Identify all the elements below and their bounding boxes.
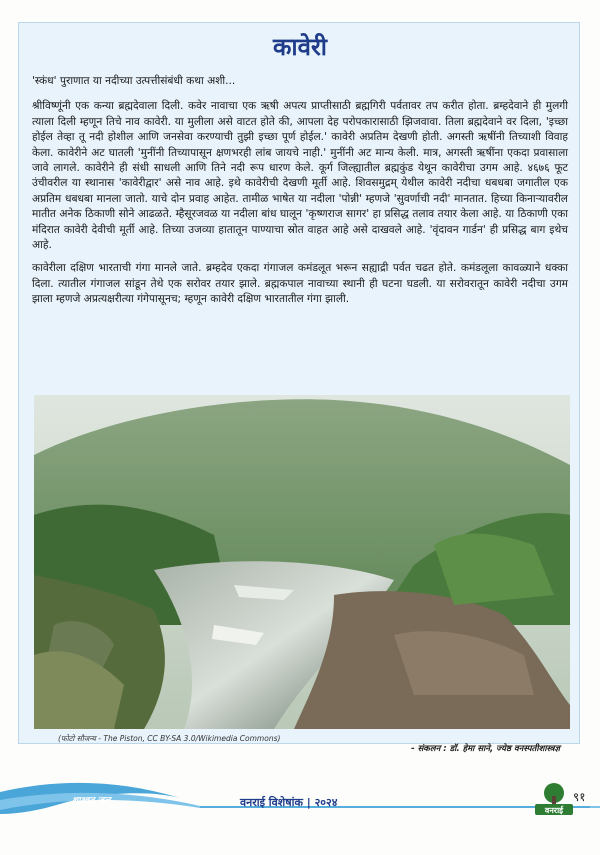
tree-logo-icon xyxy=(533,782,575,816)
logo-text: वनराई xyxy=(544,806,564,815)
paragraph-2: कावेरीला दक्षिण भारताची गंगा मानले जाते. ब्रम्हदेव एकदा गंगाजल कमंडलूत भरून सह्याद्री पर्वत चढत होते. कमंडलूला कावळ्याने धक्का दिला. त्यातील गंगाजल सांडून तेथे एक सरोवर तयार झाले. ब्रह्मकपाल नावाच्या स्थानी ही घटना घडली. या सरोवरातून कावेरी नदीचा उगम झाला म्हणजे अप्रत्यक्षरीत्या गंगेपासूनच; म्हणून कावेरी दक्षिण भारतातील गंगा झाली. xyxy=(32,262,568,306)
intro-line: 'स्कंध' पुराणात या नदीच्या उत्पत्तीसंबंधी कथा अशी... xyxy=(32,75,236,87)
article-body xyxy=(32,74,568,316)
river-photo xyxy=(34,395,570,729)
wave-graphic xyxy=(0,770,600,851)
vanrai-logo xyxy=(533,782,575,816)
river-landscape-image xyxy=(34,395,570,729)
compiler-credit: - संकलन : डॉ. हेमा साने, ज्येष्ठ वनस्पतीशास्त्रज्ञ xyxy=(411,744,560,754)
article-title: कावेरी xyxy=(272,33,328,61)
page-footer xyxy=(0,770,600,851)
publication-title: वनराई विशेषांक | २०२४ xyxy=(240,796,338,809)
photo-caption: (फोटो सौजन्य - The Piston, CC BY-SA 3.0/Wikimedia Commons) xyxy=(58,734,281,743)
paragraph-1: श्रीविष्णूंनी एक कन्या ब्रह्मदेवाला दिली. कवेर नावाचा एक ऋषी अपत्य प्राप्तीसाठी ब्रह्मगिरी पर्वतावर तप करीत होता. ब्रम्हदेवाने ही मुलगी त्याला दिली म्हणून तिचे नाव कावेरी. या मुलीला असे वाटत होते की, आपला देह परोपकारासाठी झिजवावा. तिला ब्रह्मदेवाने वर दिला, 'इच्छा होईल तेव्हा तू नदी होशील आणि जनसेवा करण्याची तुझी इच्छा पूर्ण होईल.' कावेरी अप्रतिम देखणी होती. अगस्ती ऋषींनी तिच्याशी विवाह केला. कावेरीने अट घातली 'मुनींनी तिच्यापासून क्षणभरही लांब जायचे नाही.' मुनींनी अट मान्य केली. मात्र, अगस्ती ऋषींना एकदा प्रवासाला जावे लागले. कावेरीने ही संधी साधली आणि तिने नदी रूप धारण केले. कूर्ग जिल्ह्यातील ब्रह्मकुंड येथून कावेरीचा उगम आहे. ४६७६ फूट उंचीवरील या स्थानास 'कावेरीद्वार' असे नाव आहे. इथे कावेरीची देखणी मूर्ती आहे. शिवसमुद्रम् येथील कावेरी नदीचा धबधबा जगातील एक अप्रतिम धबधबा मानला जातो. याचे दोन प्रवाह आहेत. तामीळ भाषेत या नदीला 'पोन्नी' म्हणजे 'सुवर्णाची नदी' मानतात. हिच्या किनाऱ्यावरील मातीत अनेक ठिकाणी सोने आढळते. म्हैसूरजवळ या नदीला बांध घालून 'कृष्णराज सागर' हा प्रसिद्ध तलाव तयार केला आहे. या ठिकाणी एका मंदिरात कावेरी देवीची मूर्ती आहे. तिच्या उजव्या हातातून पाण्याचा स्रोत वाहत आहे असे दाखवले आहे. 'वृंदावन गार्डन' ही प्रसिद्ध बाग इथेच आहे. xyxy=(32,100,568,252)
page-number: ९१ xyxy=(573,790,586,804)
wave-label: शाश्वत जल xyxy=(72,796,111,806)
